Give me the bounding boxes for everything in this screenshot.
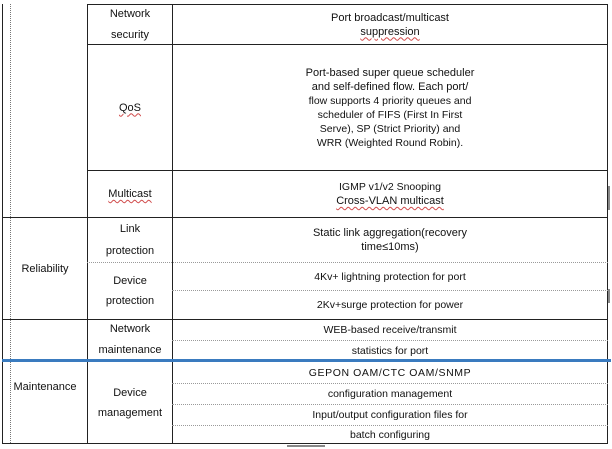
desc-multicast-line1: IGMP v1/v2 Snooping (339, 181, 441, 193)
desc-qos (173, 45, 607, 170)
feature-multicast-label: Multicast (108, 188, 152, 200)
table-right-border (607, 4, 608, 443)
desc-device-management-a-text: GEPON OAM/CTC OAM/SNMP (308, 367, 472, 379)
feature-device-management (88, 363, 172, 443)
right-edge-mark-top (608, 186, 610, 210)
desc-qos-line4: scheduler of FIFS (First In First (317, 108, 463, 121)
desc-network-maintenance-b (173, 341, 607, 361)
desc-network-maintenance-b-text: statistics for port (351, 345, 429, 357)
desc-link-protection-line1: Static link aggregation(recovery (312, 227, 468, 239)
feature-multicast (88, 171, 172, 217)
desc-link-protection (173, 218, 607, 262)
desc-qos-line3: flow supports 4 priority queues and (308, 94, 472, 107)
table-bottom-border (2, 443, 608, 444)
desc-qos-line5: Serve), SP (Strict Priority) and (319, 122, 461, 135)
desc-device-management-a (173, 363, 607, 383)
feature-network-security-line2: security (111, 28, 149, 41)
category-reliability-label: Reliability (21, 262, 69, 275)
feature-network-maintenance-line1: Network (109, 323, 151, 335)
feature-network-security-line1: Network (109, 7, 151, 20)
feature-network-security (88, 5, 172, 44)
feature-device-management-line2: management (97, 407, 163, 419)
category-reliability (3, 218, 87, 319)
desc-network-security-line1 (331, 11, 449, 25)
desc-device-management-b (173, 384, 607, 404)
bottom-edge-mark (287, 445, 325, 447)
feature-link-protection-line2: protection (105, 245, 155, 257)
right-edge-mark-bottom (608, 289, 610, 303)
desc-qos-line2: and self-defined flow. Each port/ (311, 80, 469, 93)
desc-device-management-b-text: configuration management (327, 388, 453, 400)
desc-multicast (173, 171, 607, 217)
desc-multicast-line2: Cross-VLAN multicast (336, 195, 444, 207)
feature-device-protection (88, 263, 172, 319)
desc-network-maintenance-a (173, 320, 607, 340)
desc-device-protection-a (173, 263, 607, 290)
desc-device-management-d-text: batch configuring (350, 428, 430, 441)
feature-network-maintenance-line2: maintenance (98, 344, 162, 356)
feature-device-protection-line2: protection (105, 295, 155, 307)
category-maintenance-label: Maintenance (13, 380, 77, 393)
desc-device-management-d (173, 426, 607, 443)
desc-device-protection-a-text: 4Kv+ lightning protection for port (314, 270, 466, 283)
desc-device-protection-b-text: 2Kv+surge protection for power (316, 299, 464, 311)
feature-device-protection-line1: Device (113, 275, 147, 287)
feature-qos (88, 45, 172, 170)
feature-network-maintenance (88, 320, 172, 360)
desc-qos-line1: Port-based super queue scheduler (305, 66, 475, 79)
category-maintenance (3, 320, 87, 443)
desc-device-management-c-text: Input/output configuration files for (312, 409, 468, 421)
desc-device-management-c (173, 405, 607, 425)
desc-link-protection-line2: time≤10ms) (361, 241, 419, 253)
desc-device-protection-b (173, 291, 607, 319)
feature-qos-label: QoS (118, 101, 141, 114)
desc-network-security (173, 5, 607, 44)
desc-network-maintenance-a-text: WEB-based receive/transmit (323, 324, 457, 336)
desc-network-security-line2: suppression (360, 25, 420, 38)
desc-qos-line6: WRR (Weighted Round Robin). (316, 136, 464, 149)
feature-link-protection-line1: Link (119, 223, 141, 235)
feature-device-management-line1: Device (113, 387, 147, 399)
desc-network-security-line1-text: Port broadcast/multicast (331, 11, 449, 24)
feature-link-protection (88, 218, 172, 262)
